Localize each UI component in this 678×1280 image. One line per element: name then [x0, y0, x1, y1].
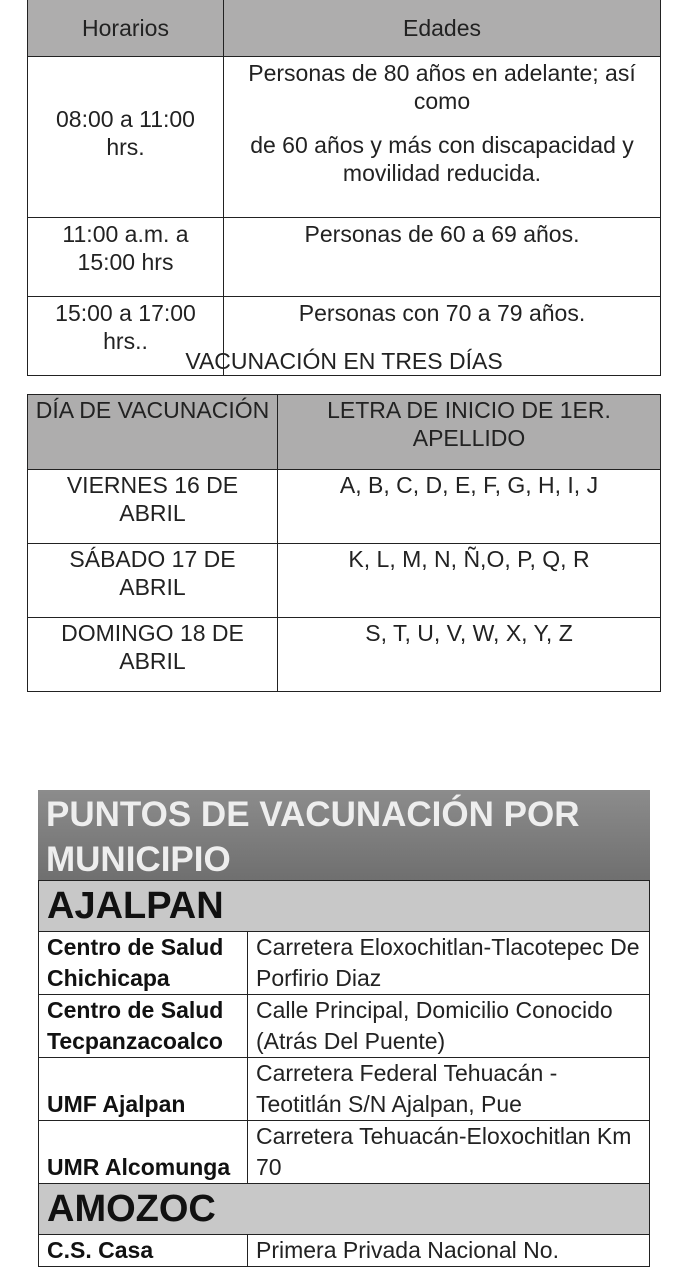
- site-name: Centro de Salud Tecpanzacoalco: [39, 995, 248, 1058]
- site-row: [39, 1058, 650, 1121]
- vaccination-points-table: [38, 880, 650, 1267]
- site-name: UMF Ajalpan: [39, 1058, 248, 1121]
- schedule-ages: [224, 57, 661, 218]
- days-letters: A, B, C, D, E, F, G, H, I, J: [278, 470, 661, 544]
- site-row: [39, 932, 650, 995]
- municipality-name: AJALPAN: [39, 881, 650, 932]
- municipality-row: [39, 881, 650, 932]
- municipality-row: [39, 1184, 650, 1235]
- schedule-time: 08:00 a 11:00 hrs.: [28, 57, 224, 218]
- table-caption: VACUNACIÓN EN TRES DÍAS: [185, 348, 503, 374]
- days-day: DOMINGO 18 DE ABRIL: [28, 618, 278, 692]
- days-letters: K, L, M, N, Ñ,O, P, Q, R: [278, 544, 661, 618]
- site-address: Carretera Eloxochitlan-Tlacotepec De Porfirio Diaz: [248, 932, 650, 995]
- site-row: [39, 1235, 650, 1267]
- days-row: [28, 618, 661, 692]
- days-header-day: DÍA DE VACUNACIÓN: [28, 395, 278, 470]
- schedule-table: [27, 0, 661, 376]
- vaccination-points-title: PUNTOS DE VACUNACIÓN POR MUNICIPIO: [38, 790, 650, 881]
- schedule-ages: Personas de 60 a 69 años.: [224, 218, 661, 297]
- days-header-letters: LETRA DE INICIO DE 1ER. APELLIDO: [278, 395, 661, 470]
- days-header-row: [28, 395, 661, 470]
- site-name: UMR Alcomunga: [39, 1121, 248, 1184]
- schedule-time: 11:00 a.m. a 15:00 hrs: [28, 218, 224, 297]
- schedule-header-ages: Edades: [224, 0, 661, 57]
- days-row: [28, 470, 661, 544]
- days-table: [27, 394, 661, 692]
- site-row: [39, 995, 650, 1058]
- schedule-row: [28, 57, 661, 218]
- site-name: Centro de Salud Chichicapa: [39, 932, 248, 995]
- days-day: VIERNES 16 DE ABRIL: [28, 470, 278, 544]
- schedule-row: [28, 218, 661, 297]
- schedule-time: 15:00 a 17:00 hrs..: [28, 297, 224, 376]
- site-row: [39, 1121, 650, 1184]
- site-address: Calle Principal, Domicilio Conocido (Atrás Del Puente): [248, 995, 650, 1058]
- schedule-ages-line: de 60 años y más con discapacidad y movilidad reducida.: [250, 132, 634, 186]
- schedule-ages-line: Personas de 80 años en adelante; así como: [248, 60, 636, 114]
- schedule-header-time: Horarios: [28, 0, 224, 57]
- municipality-name: AMOZOC: [39, 1184, 650, 1235]
- site-address: Primera Privada Nacional No.: [248, 1235, 650, 1267]
- days-day: SÁBADO 17 DE ABRIL: [28, 544, 278, 618]
- site-name: C.S. Casa: [39, 1235, 248, 1267]
- schedule-ages: Personas con 70 a 79 años.: [224, 297, 661, 376]
- site-address: Carretera Federal Tehuacán - Teotitlán S/N Ajalpan, Pue: [248, 1058, 650, 1121]
- site-address: Carretera Tehuacán-Eloxochitlan Km 70: [248, 1121, 650, 1184]
- days-letters: S, T, U, V, W, X, Y, Z: [278, 618, 661, 692]
- days-row: [28, 544, 661, 618]
- schedule-header-row: [28, 0, 661, 57]
